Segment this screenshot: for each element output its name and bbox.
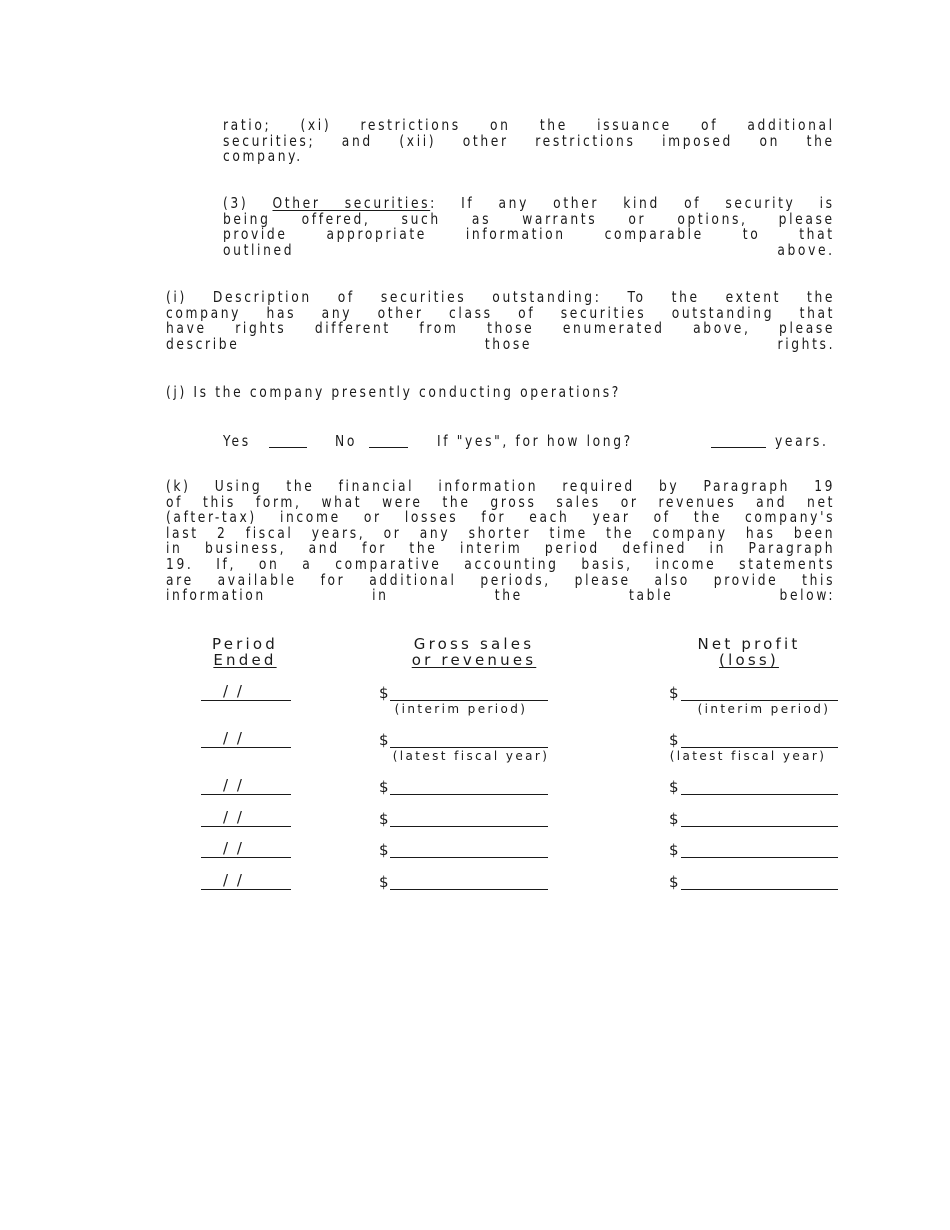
date-slashes: / / (223, 839, 244, 857)
header-line: Ended (213, 651, 277, 669)
text-line: (after-tax) income or losses for each year of the company's (166, 508, 836, 527)
gross-sales-blank[interactable] (390, 889, 548, 890)
yes-blank[interactable] (269, 447, 307, 448)
how-long-blank[interactable] (711, 447, 766, 448)
interim-period-note: (interim period) (394, 702, 528, 716)
item-number: (3) (223, 194, 273, 212)
gross-sales-blank[interactable] (390, 857, 548, 858)
text-line: 19. If, on a comparative accounting basis, income statements (166, 554, 836, 573)
dollar-sign: $ (669, 810, 679, 828)
net-profit-blank[interactable] (681, 826, 838, 827)
years-label: years. (775, 432, 829, 450)
latest-fiscal-year-note: (latest fiscal year) (669, 749, 827, 763)
dollar-sign: $ (669, 873, 679, 891)
text-line: information in the table below: (166, 586, 836, 605)
text-line: (k) Using the financial information required by Paragraph 19 (166, 477, 836, 495)
text-line: of this form, what were the gross sales or revenues and net (166, 492, 836, 511)
other-securities-heading: Other securities (272, 194, 431, 212)
period-ended-blank[interactable] (201, 826, 291, 827)
header-line: (loss) (719, 651, 779, 669)
period-ended-blank[interactable] (201, 747, 291, 748)
date-slashes: / / (223, 871, 244, 889)
text-line: provide appropriate information comparable to that (223, 225, 835, 244)
date-slashes: / / (223, 808, 244, 826)
net-profit-blank[interactable] (681, 747, 838, 748)
text-line: in business, and for the interim period defined in Paragraph (166, 539, 836, 558)
yes-label: Yes (223, 432, 251, 450)
text-line: company has any other class of securities outstanding that (166, 303, 836, 322)
header-line: Period (212, 635, 278, 653)
dollar-sign: $ (379, 810, 389, 828)
period-ended-blank[interactable] (201, 700, 291, 701)
period-ended-blank[interactable] (201, 794, 291, 795)
paragraph-j (166, 385, 621, 401)
date-slashes: / / (223, 729, 244, 747)
how-long-label: If "yes", for how long? (437, 432, 633, 450)
header-line: Net profit (697, 635, 801, 653)
date-slashes: / / (223, 776, 244, 794)
text-line: (j) Is the company presently conducting operations? (166, 383, 621, 401)
latest-fiscal-year-note: (latest fiscal year) (392, 749, 550, 763)
text-line: describe those rights. (166, 334, 836, 353)
paragraph-other-securities (223, 196, 835, 258)
dollar-sign: $ (669, 731, 679, 749)
net-profit-blank[interactable] (681, 889, 838, 890)
net-profit-header (664, 636, 834, 668)
net-profit-blank[interactable] (681, 857, 838, 858)
period-ended-blank[interactable] (201, 889, 291, 890)
text-line: securities; and (xii) other restrictions imposed on the (223, 131, 835, 150)
dollar-sign: $ (379, 684, 389, 702)
dollar-sign: $ (669, 841, 679, 859)
period-ended-header (200, 636, 290, 668)
dollar-sign: $ (379, 873, 389, 891)
text-line: have rights different from those enumerated above, please (166, 319, 836, 338)
dollar-sign: $ (669, 778, 679, 796)
no-label: No (335, 432, 357, 450)
paragraph-k (166, 479, 835, 604)
gross-sales-blank[interactable] (390, 747, 548, 748)
dollar-sign: $ (379, 731, 389, 749)
text-fragment: : If any other kind of security is (430, 194, 835, 212)
dollar-sign: $ (379, 841, 389, 859)
interim-period-note: (interim period) (697, 702, 831, 716)
header-line: or revenues (411, 651, 537, 669)
net-profit-blank[interactable] (681, 794, 838, 795)
gross-sales-header (384, 636, 564, 668)
gross-sales-blank[interactable] (390, 794, 548, 795)
dollar-sign: $ (379, 778, 389, 796)
gross-sales-blank[interactable] (390, 700, 548, 701)
header-line: Gross sales (413, 635, 535, 653)
paragraph-restrictions (223, 118, 835, 165)
dollar-sign: $ (669, 684, 679, 702)
text-line: (i) Description of securities outstanding: To the extent the (166, 288, 836, 306)
text-line: ratio; (xi) restrictions on the issuance of additional (223, 116, 835, 134)
text-line: are available for additional periods, please also provide this (166, 570, 836, 589)
text-line: company. (223, 147, 303, 166)
date-slashes: / / (223, 682, 244, 700)
gross-sales-blank[interactable] (390, 826, 548, 827)
period-ended-blank[interactable] (201, 857, 291, 858)
net-profit-blank[interactable] (681, 700, 838, 701)
no-blank[interactable] (369, 447, 408, 448)
text-line: last 2 fiscal years, or any shorter time the company has been (166, 523, 836, 542)
text-line: outlined above. (223, 240, 835, 259)
text-line: being offered, such as warrants or options, please (223, 209, 835, 228)
paragraph-i (166, 290, 835, 352)
